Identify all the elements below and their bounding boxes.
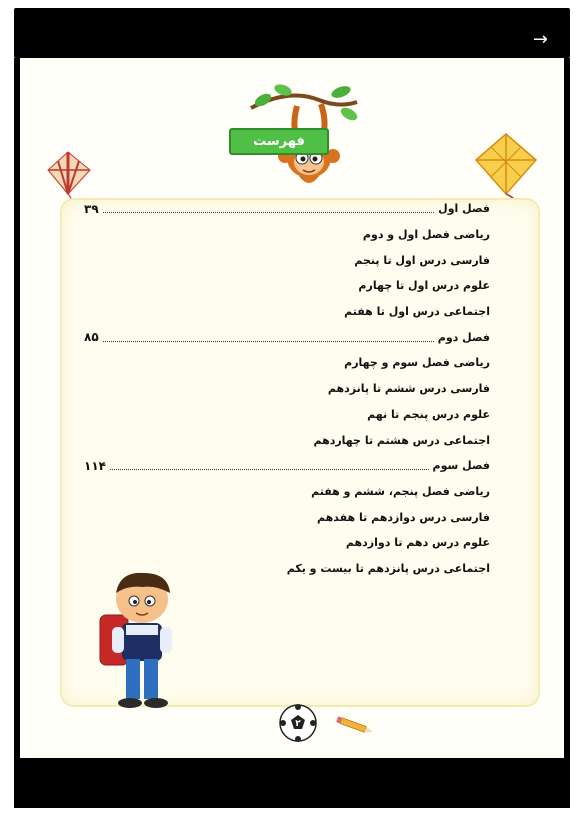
toc-page-number: ۳۹ [84, 201, 99, 216]
toc-item-row[interactable] [70, 247, 490, 273]
toc-item-row[interactable] [70, 273, 490, 299]
toc-label: اجتماعی درس پانزدهم تا بیست و یکم [286, 561, 490, 575]
toc-label: اجتماعی درس اول تا هفتم [344, 305, 490, 319]
toc-label: ریاضی فصل سوم و چهارم [344, 356, 490, 370]
toc-label: ریاضی فصل پنجم، ششم و هفتم [311, 484, 490, 498]
toc-item-row[interactable] [70, 299, 490, 325]
page-title: فهرست [229, 128, 329, 155]
toc-label: فصل اول [438, 202, 490, 216]
toc-page-number: ۸۵ [84, 330, 99, 345]
toc-label: فصل دوم [437, 330, 490, 344]
toc-chapter-row[interactable] [70, 196, 490, 222]
toc-item-row[interactable] [70, 350, 490, 376]
bottom-bar [14, 758, 570, 808]
toc-label: فارسی درس اول تا پنجم [354, 253, 490, 267]
toc-item-row[interactable] [70, 556, 490, 582]
pencil-icon [336, 715, 376, 737]
dot-leader [103, 333, 434, 342]
dot-leader [103, 204, 435, 213]
toc-item-row[interactable] [70, 402, 490, 428]
toc-label: اجتماعی درس هشتم تا چهاردهم [313, 433, 490, 447]
toc-chapter-row[interactable] [70, 324, 490, 350]
toc-label: فارسی درس دوازدهم تا هفدهم [317, 510, 490, 524]
toc-item-row[interactable] [70, 504, 490, 530]
toc-label: فارسی درس ششم تا پانزدهم [327, 382, 490, 396]
top-bar [14, 8, 570, 58]
right-border [564, 58, 570, 758]
table-of-contents-list [70, 196, 490, 581]
toc-item-row[interactable] [70, 479, 490, 505]
toc-page-number: ۱۱۴ [84, 458, 106, 473]
toc-chapter-row[interactable] [70, 453, 490, 479]
toc-label: ریاضی فصل اول و دوم [362, 228, 490, 242]
arrow-right-icon[interactable]: → [532, 29, 548, 50]
toc-item-row[interactable] [70, 222, 490, 248]
toc-item-row[interactable] [70, 427, 490, 453]
page-number: ۲ [295, 719, 301, 729]
toc-item-row[interactable] [70, 376, 490, 402]
toc-label: علوم درس دهم تا دوازدهم [345, 536, 490, 550]
boy-illustration [90, 563, 200, 713]
toc-label: علوم درس اول تا چهارم [358, 279, 490, 293]
toc-label: علوم درس پنجم تا نهم [367, 407, 490, 421]
page-number-badge [278, 703, 318, 743]
toc-label: فصل سوم [432, 459, 490, 473]
dot-leader [110, 461, 429, 470]
toc-item-row[interactable] [70, 530, 490, 556]
